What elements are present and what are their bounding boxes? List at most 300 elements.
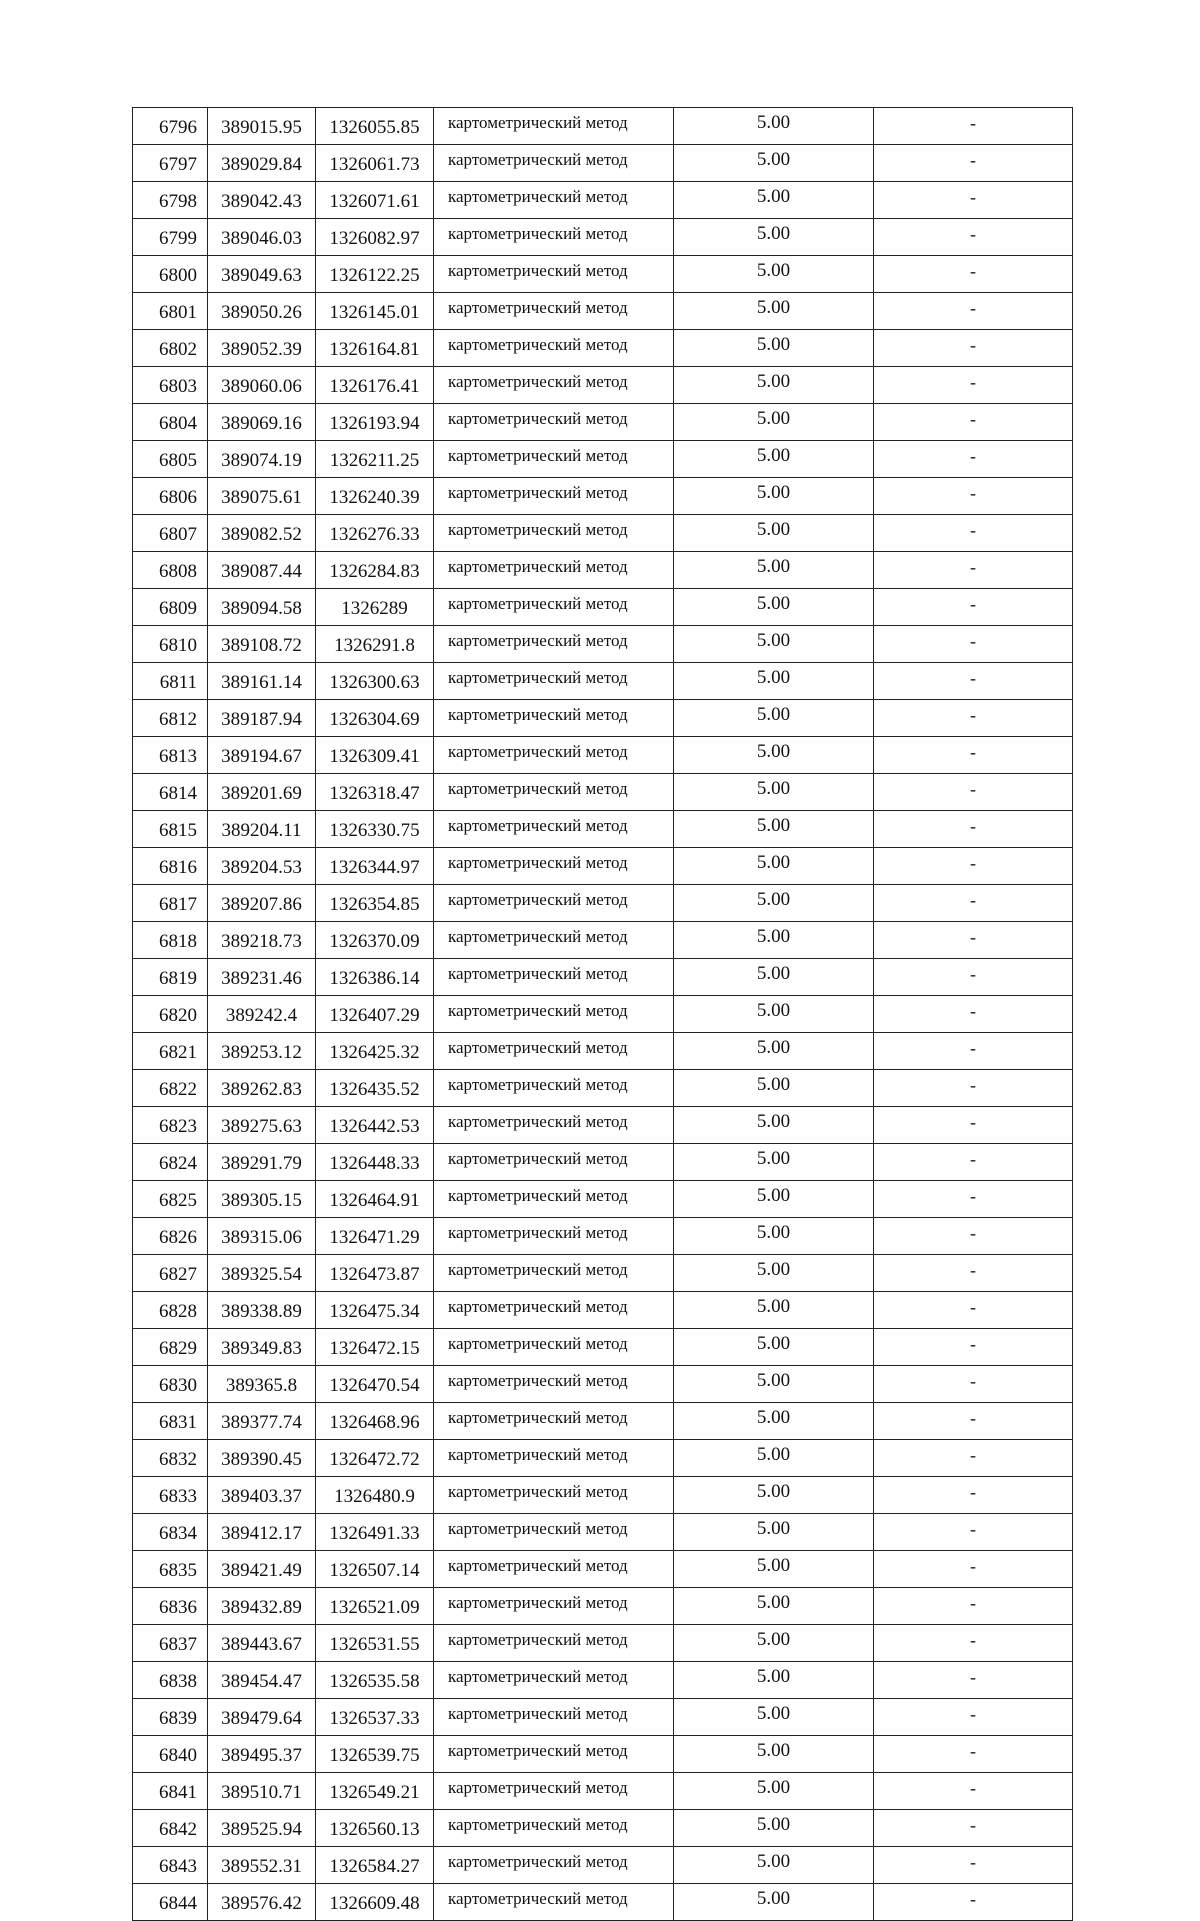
y-coordinate-cell: 1326309.41 bbox=[316, 737, 434, 774]
accuracy-cell: 5.00 bbox=[674, 108, 874, 145]
table-row bbox=[133, 1366, 1073, 1403]
accuracy-cell: 5.00 bbox=[674, 1181, 874, 1218]
point-number-cell: 6797 bbox=[133, 145, 208, 182]
x-coordinate-cell: 389087.44 bbox=[208, 552, 316, 589]
table-row bbox=[133, 1588, 1073, 1625]
method-cell: картометрический метод bbox=[434, 1218, 674, 1255]
point-number-cell: 6813 bbox=[133, 737, 208, 774]
y-coordinate-cell: 1326145.01 bbox=[316, 293, 434, 330]
table-row bbox=[133, 478, 1073, 515]
point-number-cell: 6836 bbox=[133, 1588, 208, 1625]
table-row bbox=[133, 626, 1073, 663]
x-coordinate-cell: 389495.37 bbox=[208, 1736, 316, 1773]
method-cell: картометрический метод bbox=[434, 1625, 674, 1662]
y-coordinate-cell: 1326354.85 bbox=[316, 885, 434, 922]
table-row bbox=[133, 959, 1073, 996]
point-number-cell: 6837 bbox=[133, 1625, 208, 1662]
table-row bbox=[133, 1403, 1073, 1440]
accuracy-cell: 5.00 bbox=[674, 885, 874, 922]
note-cell: - bbox=[874, 441, 1073, 478]
note-cell: - bbox=[874, 1255, 1073, 1292]
x-coordinate-cell: 389262.83 bbox=[208, 1070, 316, 1107]
point-number-cell: 6826 bbox=[133, 1218, 208, 1255]
point-number-cell: 6801 bbox=[133, 293, 208, 330]
x-coordinate-cell: 389060.06 bbox=[208, 367, 316, 404]
point-number-cell: 6814 bbox=[133, 774, 208, 811]
accuracy-cell: 5.00 bbox=[674, 1884, 874, 1921]
x-coordinate-cell: 389253.12 bbox=[208, 1033, 316, 1070]
note-cell: - bbox=[874, 589, 1073, 626]
y-coordinate-cell: 1326535.58 bbox=[316, 1662, 434, 1699]
x-coordinate-cell: 389510.71 bbox=[208, 1773, 316, 1810]
y-coordinate-cell: 1326071.61 bbox=[316, 182, 434, 219]
accuracy-cell: 5.00 bbox=[674, 737, 874, 774]
y-coordinate-cell: 1326122.25 bbox=[316, 256, 434, 293]
point-number-cell: 6844 bbox=[133, 1884, 208, 1921]
x-coordinate-cell: 389315.06 bbox=[208, 1218, 316, 1255]
y-coordinate-cell: 1326318.47 bbox=[316, 774, 434, 811]
y-coordinate-cell: 1326164.81 bbox=[316, 330, 434, 367]
table-row bbox=[133, 1884, 1073, 1921]
x-coordinate-cell: 389305.15 bbox=[208, 1181, 316, 1218]
y-coordinate-cell: 1326082.97 bbox=[316, 219, 434, 256]
table-row bbox=[133, 367, 1073, 404]
point-number-cell: 6843 bbox=[133, 1847, 208, 1884]
table-row bbox=[133, 1181, 1073, 1218]
y-coordinate-cell: 1326211.25 bbox=[316, 441, 434, 478]
accuracy-cell: 5.00 bbox=[674, 1477, 874, 1514]
x-coordinate-cell: 389218.73 bbox=[208, 922, 316, 959]
table-row bbox=[133, 1107, 1073, 1144]
y-coordinate-cell: 1326472.72 bbox=[316, 1440, 434, 1477]
point-number-cell: 6842 bbox=[133, 1810, 208, 1847]
x-coordinate-cell: 389275.63 bbox=[208, 1107, 316, 1144]
x-coordinate-cell: 389525.94 bbox=[208, 1810, 316, 1847]
note-cell: - bbox=[874, 1699, 1073, 1736]
point-number-cell: 6829 bbox=[133, 1329, 208, 1366]
table-row bbox=[133, 1662, 1073, 1699]
table-row bbox=[133, 1625, 1073, 1662]
x-coordinate-cell: 389291.79 bbox=[208, 1144, 316, 1181]
x-coordinate-cell: 389412.17 bbox=[208, 1514, 316, 1551]
y-coordinate-cell: 1326240.39 bbox=[316, 478, 434, 515]
note-cell: - bbox=[874, 1514, 1073, 1551]
point-number-cell: 6835 bbox=[133, 1551, 208, 1588]
table-row bbox=[133, 1699, 1073, 1736]
x-coordinate-cell: 389377.74 bbox=[208, 1403, 316, 1440]
x-coordinate-cell: 389201.69 bbox=[208, 774, 316, 811]
x-coordinate-cell: 389479.64 bbox=[208, 1699, 316, 1736]
table-row bbox=[133, 774, 1073, 811]
x-coordinate-cell: 389242.4 bbox=[208, 996, 316, 1033]
method-cell: картометрический метод bbox=[434, 478, 674, 515]
point-number-cell: 6803 bbox=[133, 367, 208, 404]
accuracy-cell: 5.00 bbox=[674, 1847, 874, 1884]
note-cell: - bbox=[874, 737, 1073, 774]
y-coordinate-cell: 1326386.14 bbox=[316, 959, 434, 996]
method-cell: картометрический метод bbox=[434, 959, 674, 996]
accuracy-cell: 5.00 bbox=[674, 256, 874, 293]
method-cell: картометрический метод bbox=[434, 1588, 674, 1625]
accuracy-cell: 5.00 bbox=[674, 1107, 874, 1144]
table-row bbox=[133, 1218, 1073, 1255]
method-cell: картометрический метод bbox=[434, 256, 674, 293]
y-coordinate-cell: 1326442.53 bbox=[316, 1107, 434, 1144]
accuracy-cell: 5.00 bbox=[674, 1514, 874, 1551]
note-cell: - bbox=[874, 1292, 1073, 1329]
accuracy-cell: 5.00 bbox=[674, 996, 874, 1033]
note-cell: - bbox=[874, 774, 1073, 811]
note-cell: - bbox=[874, 1033, 1073, 1070]
method-cell: картометрический метод bbox=[434, 219, 674, 256]
table-row bbox=[133, 1255, 1073, 1292]
y-coordinate-cell: 1326407.29 bbox=[316, 996, 434, 1033]
point-number-cell: 6802 bbox=[133, 330, 208, 367]
method-cell: картометрический метод bbox=[434, 441, 674, 478]
note-cell: - bbox=[874, 1144, 1073, 1181]
y-coordinate-cell: 1326284.83 bbox=[316, 552, 434, 589]
method-cell: картометрический метод bbox=[434, 811, 674, 848]
method-cell: картометрический метод bbox=[434, 1292, 674, 1329]
accuracy-cell: 5.00 bbox=[674, 515, 874, 552]
accuracy-cell: 5.00 bbox=[674, 478, 874, 515]
accuracy-cell: 5.00 bbox=[674, 1551, 874, 1588]
x-coordinate-cell: 389325.54 bbox=[208, 1255, 316, 1292]
y-coordinate-cell: 1326370.09 bbox=[316, 922, 434, 959]
x-coordinate-cell: 389049.63 bbox=[208, 256, 316, 293]
note-cell: - bbox=[874, 663, 1073, 700]
method-cell: картометрический метод bbox=[434, 1773, 674, 1810]
note-cell: - bbox=[874, 256, 1073, 293]
x-coordinate-cell: 389403.37 bbox=[208, 1477, 316, 1514]
note-cell: - bbox=[874, 1329, 1073, 1366]
y-coordinate-cell: 1326055.85 bbox=[316, 108, 434, 145]
x-coordinate-cell: 389194.67 bbox=[208, 737, 316, 774]
method-cell: картометрический метод bbox=[434, 626, 674, 663]
note-cell: - bbox=[874, 145, 1073, 182]
point-number-cell: 6821 bbox=[133, 1033, 208, 1070]
accuracy-cell: 5.00 bbox=[674, 811, 874, 848]
point-number-cell: 6840 bbox=[133, 1736, 208, 1773]
coordinates-table-body bbox=[133, 108, 1073, 1921]
table-row bbox=[133, 922, 1073, 959]
x-coordinate-cell: 389390.45 bbox=[208, 1440, 316, 1477]
method-cell: картометрический метод bbox=[434, 774, 674, 811]
table-row bbox=[133, 1810, 1073, 1847]
x-coordinate-cell: 389338.89 bbox=[208, 1292, 316, 1329]
table-row bbox=[133, 145, 1073, 182]
method-cell: картометрический метод bbox=[434, 1699, 674, 1736]
y-coordinate-cell: 1326549.21 bbox=[316, 1773, 434, 1810]
method-cell: картометрический метод bbox=[434, 1403, 674, 1440]
x-coordinate-cell: 389349.83 bbox=[208, 1329, 316, 1366]
point-number-cell: 6805 bbox=[133, 441, 208, 478]
method-cell: картометрический метод bbox=[434, 1329, 674, 1366]
y-coordinate-cell: 1326472.15 bbox=[316, 1329, 434, 1366]
method-cell: картометрический метод bbox=[434, 182, 674, 219]
y-coordinate-cell: 1326425.32 bbox=[316, 1033, 434, 1070]
accuracy-cell: 5.00 bbox=[674, 922, 874, 959]
y-coordinate-cell: 1326344.97 bbox=[316, 848, 434, 885]
y-coordinate-cell: 1326470.54 bbox=[316, 1366, 434, 1403]
note-cell: - bbox=[874, 626, 1073, 663]
accuracy-cell: 5.00 bbox=[674, 1810, 874, 1847]
accuracy-cell: 5.00 bbox=[674, 552, 874, 589]
point-number-cell: 6808 bbox=[133, 552, 208, 589]
note-cell: - bbox=[874, 1181, 1073, 1218]
note-cell: - bbox=[874, 1810, 1073, 1847]
y-coordinate-cell: 1326448.33 bbox=[316, 1144, 434, 1181]
y-coordinate-cell: 1326330.75 bbox=[316, 811, 434, 848]
y-coordinate-cell: 1326609.48 bbox=[316, 1884, 434, 1921]
point-number-cell: 6832 bbox=[133, 1440, 208, 1477]
x-coordinate-cell: 389421.49 bbox=[208, 1551, 316, 1588]
accuracy-cell: 5.00 bbox=[674, 1773, 874, 1810]
x-coordinate-cell: 389029.84 bbox=[208, 145, 316, 182]
note-cell: - bbox=[874, 1551, 1073, 1588]
note-cell: - bbox=[874, 1847, 1073, 1884]
y-coordinate-cell: 1326435.52 bbox=[316, 1070, 434, 1107]
accuracy-cell: 5.00 bbox=[674, 367, 874, 404]
table-row bbox=[133, 811, 1073, 848]
y-coordinate-cell: 1326061.73 bbox=[316, 145, 434, 182]
point-number-cell: 6834 bbox=[133, 1514, 208, 1551]
table-row bbox=[133, 885, 1073, 922]
y-coordinate-cell: 1326468.96 bbox=[316, 1403, 434, 1440]
x-coordinate-cell: 389015.95 bbox=[208, 108, 316, 145]
accuracy-cell: 5.00 bbox=[674, 293, 874, 330]
table-row bbox=[133, 1292, 1073, 1329]
note-cell: - bbox=[874, 959, 1073, 996]
x-coordinate-cell: 389042.43 bbox=[208, 182, 316, 219]
x-coordinate-cell: 389082.52 bbox=[208, 515, 316, 552]
point-number-cell: 6818 bbox=[133, 922, 208, 959]
method-cell: картометрический метод bbox=[434, 922, 674, 959]
note-cell: - bbox=[874, 367, 1073, 404]
note-cell: - bbox=[874, 1366, 1073, 1403]
table-row bbox=[133, 330, 1073, 367]
accuracy-cell: 5.00 bbox=[674, 145, 874, 182]
table-row bbox=[133, 1736, 1073, 1773]
accuracy-cell: 5.00 bbox=[674, 1662, 874, 1699]
table-row bbox=[133, 1773, 1073, 1810]
table-row bbox=[133, 441, 1073, 478]
accuracy-cell: 5.00 bbox=[674, 1292, 874, 1329]
method-cell: картометрический метод bbox=[434, 367, 674, 404]
accuracy-cell: 5.00 bbox=[674, 959, 874, 996]
x-coordinate-cell: 389454.47 bbox=[208, 1662, 316, 1699]
x-coordinate-cell: 389207.86 bbox=[208, 885, 316, 922]
point-number-cell: 6806 bbox=[133, 478, 208, 515]
point-number-cell: 6824 bbox=[133, 1144, 208, 1181]
method-cell: картометрический метод bbox=[434, 1181, 674, 1218]
accuracy-cell: 5.00 bbox=[674, 1403, 874, 1440]
point-number-cell: 6799 bbox=[133, 219, 208, 256]
x-coordinate-cell: 389074.19 bbox=[208, 441, 316, 478]
method-cell: картометрический метод bbox=[434, 1662, 674, 1699]
method-cell: картометрический метод bbox=[434, 293, 674, 330]
x-coordinate-cell: 389443.67 bbox=[208, 1625, 316, 1662]
x-coordinate-cell: 389075.61 bbox=[208, 478, 316, 515]
point-number-cell: 6839 bbox=[133, 1699, 208, 1736]
table-row bbox=[133, 1033, 1073, 1070]
accuracy-cell: 5.00 bbox=[674, 1440, 874, 1477]
method-cell: картометрический метод bbox=[434, 589, 674, 626]
table-row bbox=[133, 1477, 1073, 1514]
table-row bbox=[133, 700, 1073, 737]
table-row bbox=[133, 1144, 1073, 1181]
y-coordinate-cell: 1326560.13 bbox=[316, 1810, 434, 1847]
x-coordinate-cell: 389187.94 bbox=[208, 700, 316, 737]
note-cell: - bbox=[874, 478, 1073, 515]
x-coordinate-cell: 389046.03 bbox=[208, 219, 316, 256]
method-cell: картометрический метод bbox=[434, 1070, 674, 1107]
y-coordinate-cell: 1326584.27 bbox=[316, 1847, 434, 1884]
point-number-cell: 6796 bbox=[133, 108, 208, 145]
method-cell: картометрический метод bbox=[434, 330, 674, 367]
x-coordinate-cell: 389108.72 bbox=[208, 626, 316, 663]
note-cell: - bbox=[874, 848, 1073, 885]
note-cell: - bbox=[874, 330, 1073, 367]
table-row bbox=[133, 737, 1073, 774]
y-coordinate-cell: 1326464.91 bbox=[316, 1181, 434, 1218]
x-coordinate-cell: 389050.26 bbox=[208, 293, 316, 330]
accuracy-cell: 5.00 bbox=[674, 1366, 874, 1403]
point-number-cell: 6833 bbox=[133, 1477, 208, 1514]
accuracy-cell: 5.00 bbox=[674, 404, 874, 441]
method-cell: картометрический метод bbox=[434, 552, 674, 589]
accuracy-cell: 5.00 bbox=[674, 1255, 874, 1292]
method-cell: картометрический метод bbox=[434, 145, 674, 182]
table-row bbox=[133, 182, 1073, 219]
note-cell: - bbox=[874, 552, 1073, 589]
note-cell: - bbox=[874, 1773, 1073, 1810]
note-cell: - bbox=[874, 1403, 1073, 1440]
point-number-cell: 6816 bbox=[133, 848, 208, 885]
accuracy-cell: 5.00 bbox=[674, 1625, 874, 1662]
note-cell: - bbox=[874, 1107, 1073, 1144]
y-coordinate-cell: 1326300.63 bbox=[316, 663, 434, 700]
table-row bbox=[133, 552, 1073, 589]
y-coordinate-cell: 1326480.9 bbox=[316, 1477, 434, 1514]
point-number-cell: 6823 bbox=[133, 1107, 208, 1144]
table-row bbox=[133, 1070, 1073, 1107]
method-cell: картометрический метод bbox=[434, 737, 674, 774]
note-cell: - bbox=[874, 219, 1073, 256]
note-cell: - bbox=[874, 1588, 1073, 1625]
note-cell: - bbox=[874, 1662, 1073, 1699]
y-coordinate-cell: 1326507.14 bbox=[316, 1551, 434, 1588]
point-number-cell: 6809 bbox=[133, 589, 208, 626]
method-cell: картометрический метод bbox=[434, 515, 674, 552]
accuracy-cell: 5.00 bbox=[674, 182, 874, 219]
method-cell: картометрический метод bbox=[434, 1033, 674, 1070]
table-row bbox=[133, 996, 1073, 1033]
table-row bbox=[133, 1847, 1073, 1884]
y-coordinate-cell: 1326176.41 bbox=[316, 367, 434, 404]
y-coordinate-cell: 1326291.8 bbox=[316, 626, 434, 663]
table-row bbox=[133, 663, 1073, 700]
y-coordinate-cell: 1326471.29 bbox=[316, 1218, 434, 1255]
accuracy-cell: 5.00 bbox=[674, 1144, 874, 1181]
table-row bbox=[133, 1514, 1073, 1551]
method-cell: картометрический метод bbox=[434, 404, 674, 441]
method-cell: картометрический метод bbox=[434, 1107, 674, 1144]
note-cell: - bbox=[874, 1736, 1073, 1773]
point-number-cell: 6812 bbox=[133, 700, 208, 737]
table-row bbox=[133, 256, 1073, 293]
point-number-cell: 6830 bbox=[133, 1366, 208, 1403]
method-cell: картометрический метод bbox=[434, 1551, 674, 1588]
method-cell: картометрический метод bbox=[434, 996, 674, 1033]
table-row bbox=[133, 293, 1073, 330]
y-coordinate-cell: 1326304.69 bbox=[316, 700, 434, 737]
y-coordinate-cell: 1326193.94 bbox=[316, 404, 434, 441]
table-row bbox=[133, 108, 1073, 145]
method-cell: картометрический метод bbox=[434, 1440, 674, 1477]
table-row bbox=[133, 219, 1073, 256]
point-number-cell: 6807 bbox=[133, 515, 208, 552]
accuracy-cell: 5.00 bbox=[674, 1699, 874, 1736]
accuracy-cell: 5.00 bbox=[674, 1070, 874, 1107]
x-coordinate-cell: 389365.8 bbox=[208, 1366, 316, 1403]
table-row bbox=[133, 589, 1073, 626]
table-row bbox=[133, 1329, 1073, 1366]
method-cell: картометрический метод bbox=[434, 1736, 674, 1773]
method-cell: картометрический метод bbox=[434, 1514, 674, 1551]
y-coordinate-cell: 1326491.33 bbox=[316, 1514, 434, 1551]
accuracy-cell: 5.00 bbox=[674, 848, 874, 885]
accuracy-cell: 5.00 bbox=[674, 1588, 874, 1625]
y-coordinate-cell: 1326539.75 bbox=[316, 1736, 434, 1773]
x-coordinate-cell: 389576.42 bbox=[208, 1884, 316, 1921]
point-number-cell: 6841 bbox=[133, 1773, 208, 1810]
y-coordinate-cell: 1326276.33 bbox=[316, 515, 434, 552]
x-coordinate-cell: 389204.53 bbox=[208, 848, 316, 885]
point-number-cell: 6819 bbox=[133, 959, 208, 996]
accuracy-cell: 5.00 bbox=[674, 1033, 874, 1070]
accuracy-cell: 5.00 bbox=[674, 441, 874, 478]
method-cell: картометрический метод bbox=[434, 663, 674, 700]
method-cell: картометрический метод bbox=[434, 1255, 674, 1292]
accuracy-cell: 5.00 bbox=[674, 663, 874, 700]
accuracy-cell: 5.00 bbox=[674, 1329, 874, 1366]
table-row bbox=[133, 848, 1073, 885]
accuracy-cell: 5.00 bbox=[674, 626, 874, 663]
y-coordinate-cell: 1326537.33 bbox=[316, 1699, 434, 1736]
note-cell: - bbox=[874, 922, 1073, 959]
accuracy-cell: 5.00 bbox=[674, 1218, 874, 1255]
accuracy-cell: 5.00 bbox=[674, 589, 874, 626]
note-cell: - bbox=[874, 293, 1073, 330]
method-cell: картометрический метод bbox=[434, 1847, 674, 1884]
note-cell: - bbox=[874, 515, 1073, 552]
point-number-cell: 6810 bbox=[133, 626, 208, 663]
table-row bbox=[133, 1440, 1073, 1477]
method-cell: картометрический метод bbox=[434, 1810, 674, 1847]
x-coordinate-cell: 389204.11 bbox=[208, 811, 316, 848]
note-cell: - bbox=[874, 1070, 1073, 1107]
note-cell: - bbox=[874, 1440, 1073, 1477]
point-number-cell: 6804 bbox=[133, 404, 208, 441]
method-cell: картометрический метод bbox=[434, 1477, 674, 1514]
y-coordinate-cell: 1326475.34 bbox=[316, 1292, 434, 1329]
note-cell: - bbox=[874, 996, 1073, 1033]
x-coordinate-cell: 389094.58 bbox=[208, 589, 316, 626]
method-cell: картометрический метод bbox=[434, 1144, 674, 1181]
accuracy-cell: 5.00 bbox=[674, 1736, 874, 1773]
x-coordinate-cell: 389432.89 bbox=[208, 1588, 316, 1625]
